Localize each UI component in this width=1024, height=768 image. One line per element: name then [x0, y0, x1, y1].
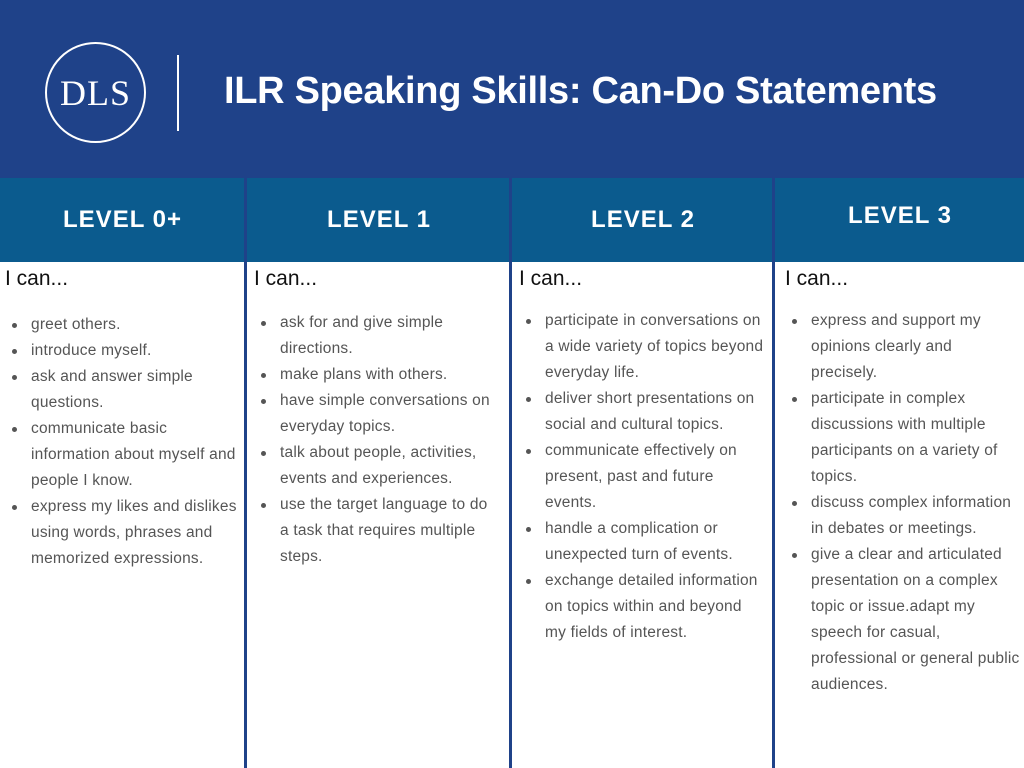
column-level-1 — [254, 266, 500, 766]
can-do-list — [519, 308, 767, 646]
list-item: express my likes and dislikes using words, phrases and memorized expressions. — [5, 494, 241, 572]
column-separator — [772, 178, 775, 768]
column-separator — [509, 178, 512, 768]
list-item: participate in complex discussions with multiple participants on a variety of topics. — [785, 386, 1020, 490]
dls-logo — [45, 42, 146, 143]
page-title: ILR Speaking Skills: Can-Do Statements — [224, 70, 937, 112]
list-item: have simple conversations on everyday topics. — [254, 388, 500, 440]
list-item: ask and answer simple questions. — [5, 364, 241, 416]
column-separator — [244, 178, 247, 768]
list-item: talk about people, activities, events and experiences. — [254, 440, 500, 492]
list-item: give a clear and articulated presentation on a complex topic or issue.adapt my speech for casual, professional or general public audiences. — [785, 542, 1020, 698]
list-item: communicate effectively on present, past and future events. — [519, 438, 767, 516]
column-level-0plus — [5, 266, 241, 766]
column-intro: I can... — [785, 267, 849, 290]
list-item: communicate basic information about myself and people I know. — [5, 416, 241, 494]
list-item: ask for and give simple directions. — [254, 310, 500, 362]
logo-text: DLS — [59, 72, 131, 113]
list-item: discuss complex information in debates or meetings. — [785, 490, 1020, 542]
can-do-list — [254, 310, 500, 570]
list-item: handle a complication or unexpected turn of events. — [519, 516, 767, 568]
can-do-list — [785, 308, 1020, 698]
header-banner — [0, 0, 1024, 178]
column-intro: I can... — [254, 267, 318, 290]
list-item: use the target language to do a task that requires multiple steps. — [254, 492, 500, 570]
list-item: express and support my opinions clearly and precisely. — [785, 308, 1020, 386]
column-intro: I can... — [519, 267, 583, 290]
level-heading-0plus: LEVEL 0+ — [63, 206, 182, 233]
level-heading-3: LEVEL 3 — [848, 202, 952, 229]
list-item: participate in conversations on a wide variety of topics beyond everyday life. — [519, 308, 767, 386]
list-item: exchange detailed information on topics within and beyond my fields of interest. — [519, 568, 767, 646]
list-item: greet others. — [5, 312, 241, 338]
column-level-2 — [519, 266, 767, 766]
level-heading-2: LEVEL 2 — [591, 206, 695, 233]
level-heading-1: LEVEL 1 — [327, 206, 431, 233]
list-item: make plans with others. — [254, 362, 500, 388]
header-divider — [177, 55, 179, 131]
list-item: introduce myself. — [5, 338, 241, 364]
column-intro: I can... — [5, 267, 69, 290]
can-do-list — [5, 312, 241, 572]
list-item: deliver short presentations on social and cultural topics. — [519, 386, 767, 438]
column-level-3 — [785, 266, 1020, 766]
